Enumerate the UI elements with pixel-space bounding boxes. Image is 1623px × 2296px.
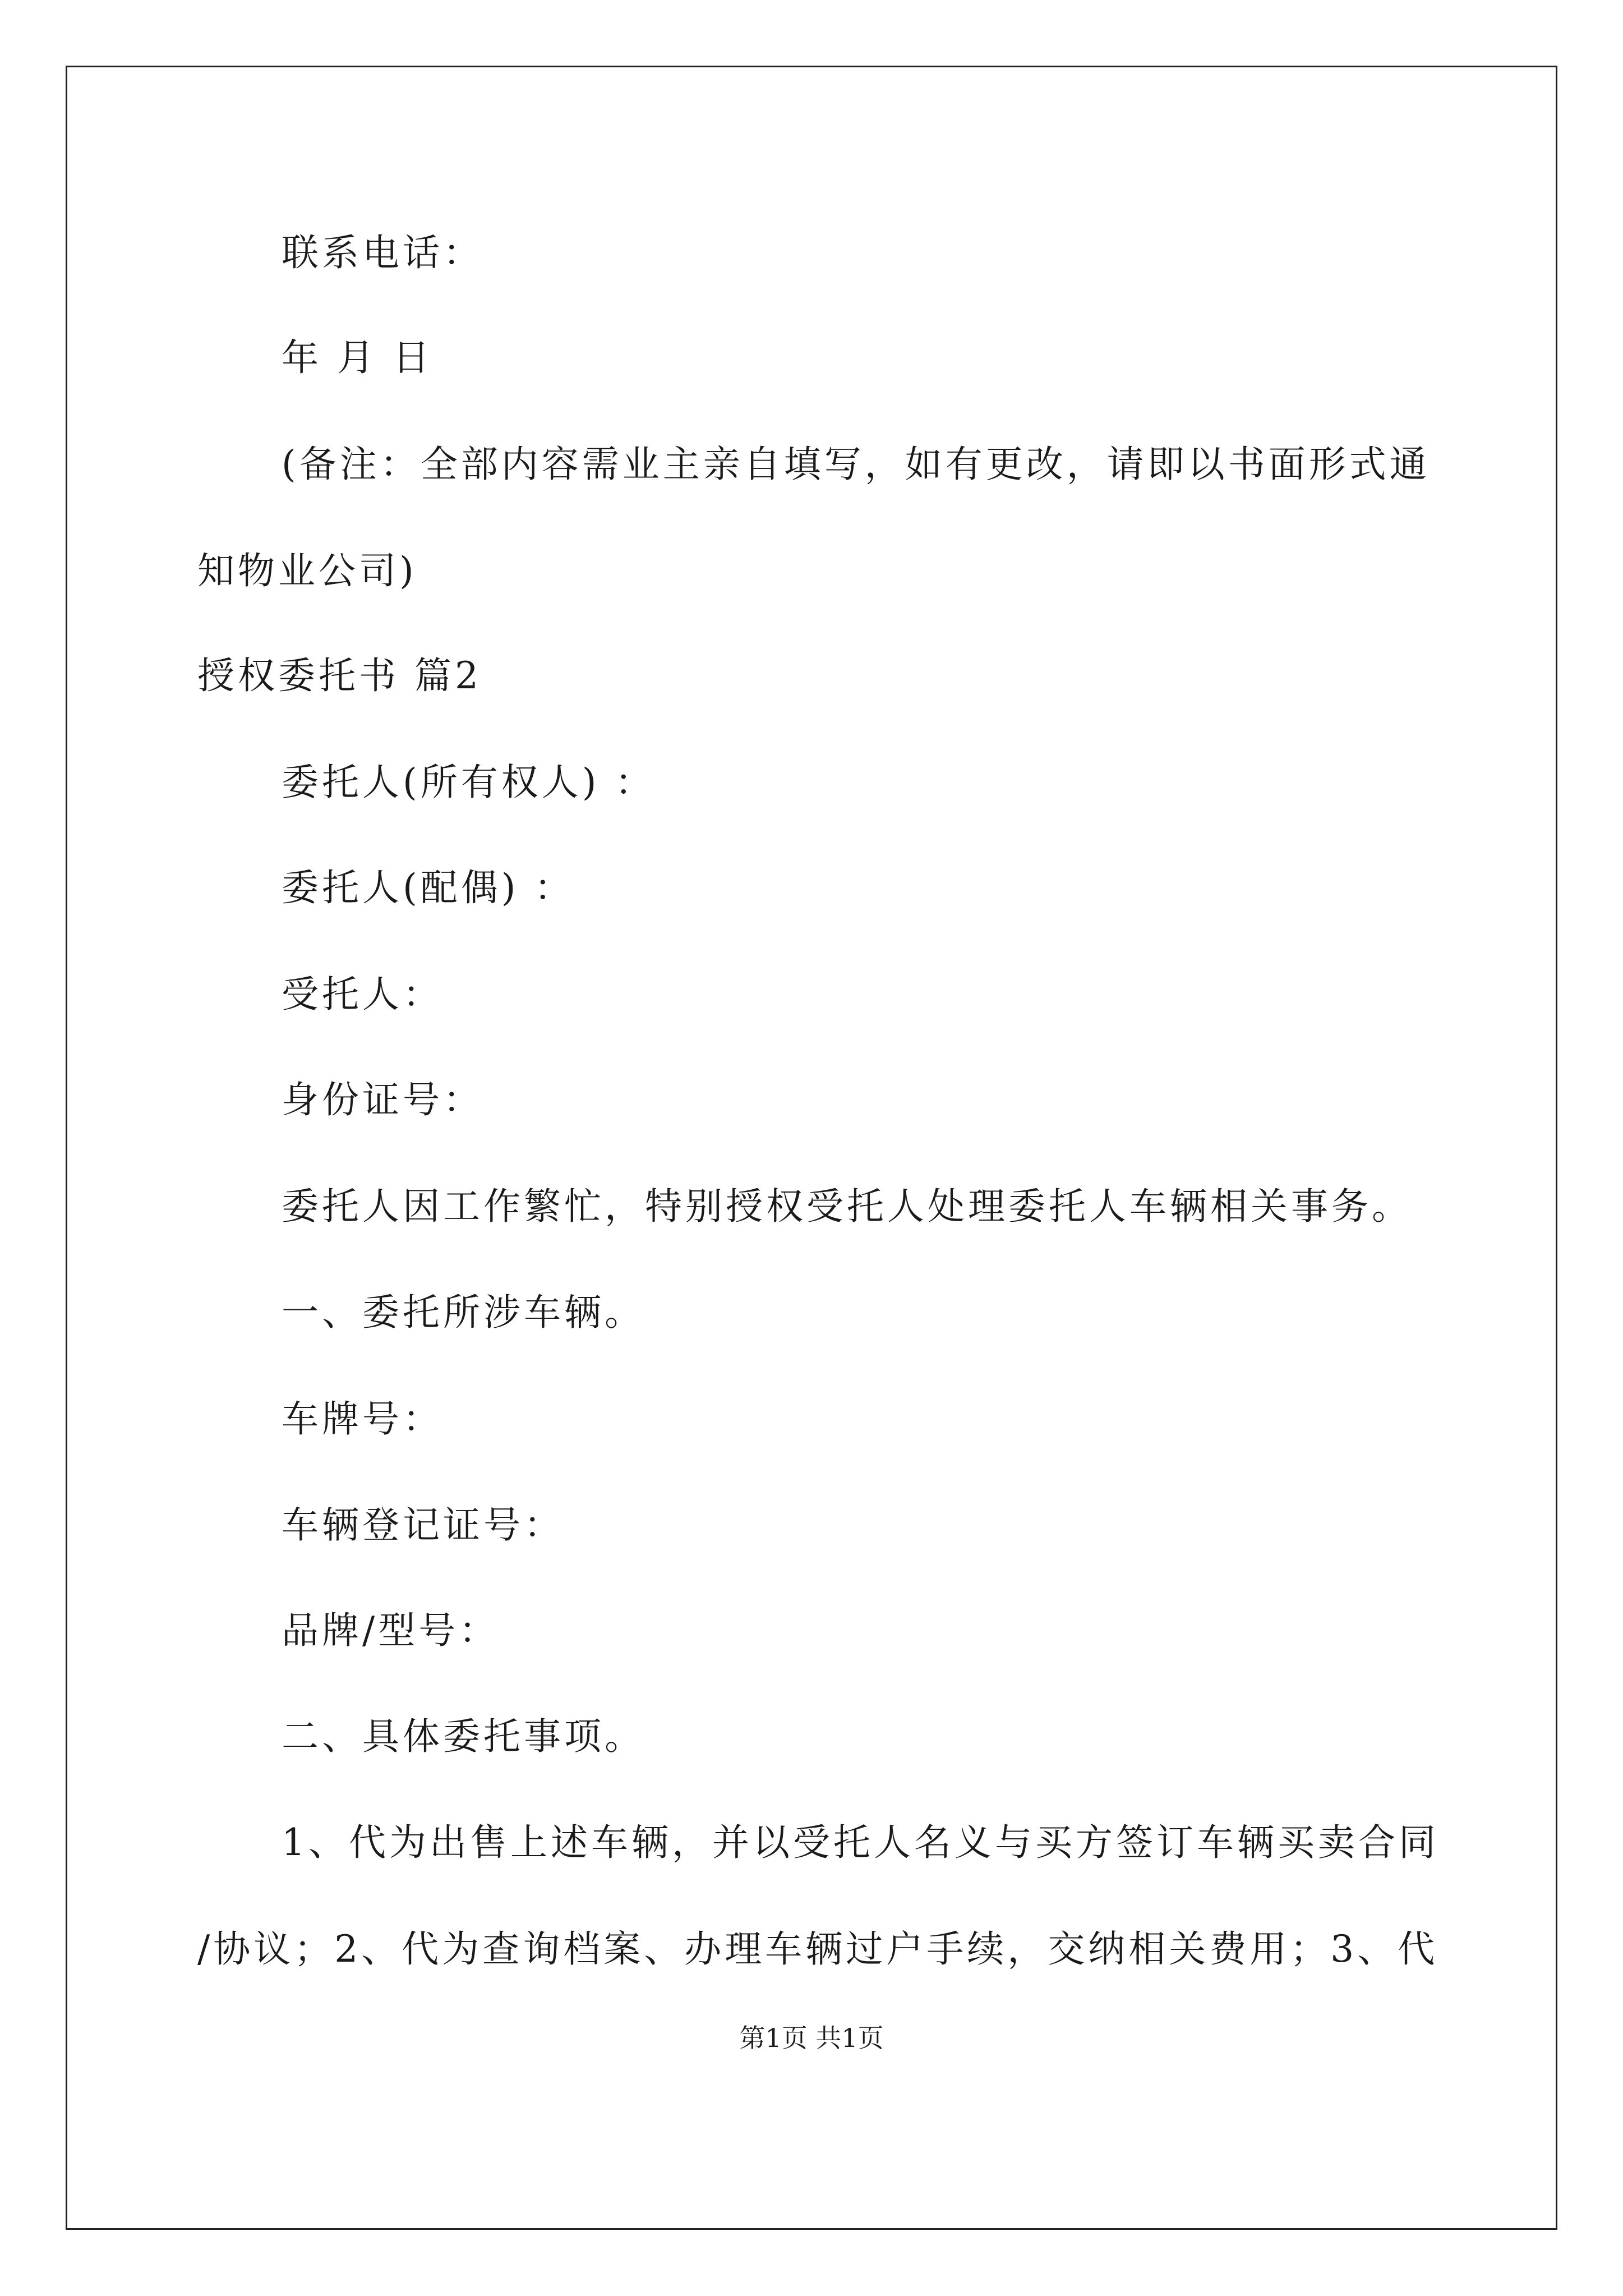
date-line: 年 月 日 <box>282 336 433 379</box>
agent-line: 受托人： <box>282 973 443 1016</box>
page-footer: 第1页 共1页 <box>739 2023 884 2053</box>
brand-model-line: 品牌/型号： <box>282 1609 500 1652</box>
principal-spouse-line: 委托人(配偶) ： <box>282 866 575 909</box>
authorization-statement: 委托人因工作繁忙，特别授权受托人处理委托人车辆相关事务。 <box>282 1185 1412 1228</box>
contact-phone-line: 联系电话： <box>282 231 483 274</box>
entrusted-matters-line-1: 1、代为出售上述车辆，并以受托人名义与买方签订车辆买卖合同 <box>282 1821 1439 1864</box>
remark-line-1: (备注：全部内容需业主亲自填写，如有更改，请即以书面形式通 <box>282 443 1430 486</box>
registration-number-line: 车辆登记证号： <box>282 1503 564 1547</box>
clause-1-heading: 一、委托所涉车辆。 <box>282 1291 645 1334</box>
section-heading: 授权委托书 篇2 <box>197 654 482 697</box>
remark-line-2: 知物业公司) <box>197 549 417 592</box>
id-number-line: 身份证号： <box>282 1078 483 1121</box>
plate-number-line: 车牌号： <box>282 1397 443 1441</box>
clause-2-heading: 二、具体委托事项。 <box>282 1715 645 1758</box>
principal-owner-line: 委托人(所有权人) ： <box>282 761 656 804</box>
entrusted-matters-line-2: /协议；2、代为查询档案、办理车辆过户手续，交纳相关费用；3、代 <box>197 1927 1438 1971</box>
